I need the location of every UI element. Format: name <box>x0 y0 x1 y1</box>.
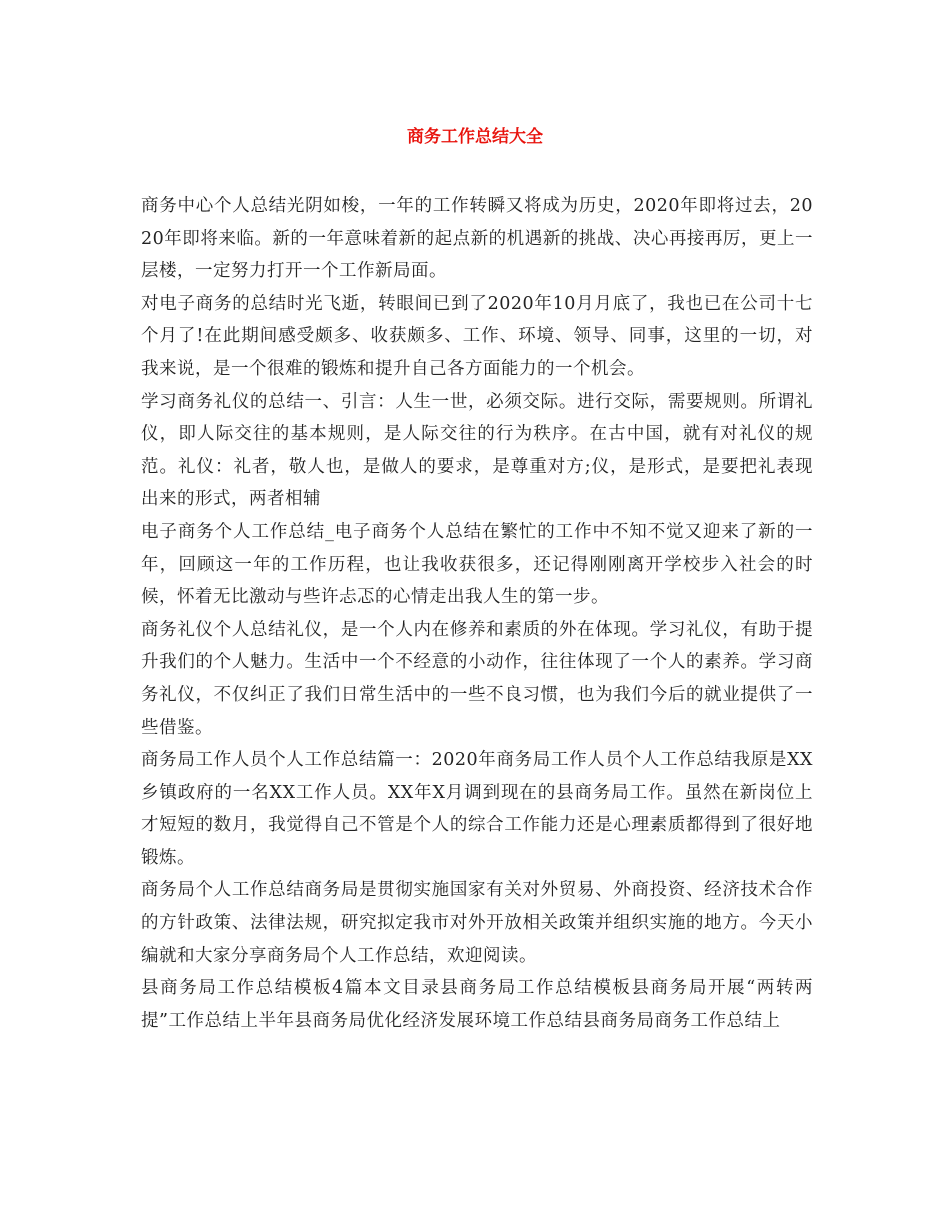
paragraph-bureau-staff: 商务局工作人员个人工作总结篇一：2020年商务局工作人员个人工作总结我原是XX乡镇政府的一名XX工作人员。XX年X月调到现在的县商务局工作。虽然在新岗位上才短短的数月，我觉得自己不管是个人的综合工作能力还是心理素质都得到了很好地锻炼。 <box>141 750 813 868</box>
document-body <box>141 190 813 1037</box>
document-title: 商务工作总结大全 <box>407 127 543 147</box>
paragraph-county-bureau-template: 县商务局工作总结模板4篇本文目录县商务局工作总结模板县商务局开展“两转两提”工作总结上半年县商务局优化经济发展环境工作总结县商务局商务工作总结上 <box>141 978 813 1031</box>
paragraph-bureau-personal: 商务局个人工作总结商务局是贯彻实施国家有关对外贸易、外商投资、经济技术合作的方针政策、法律法规，研究拟定我市对外开放相关政策并组织实施的地方。今天小编就和大家分享商务局个人工作总结，欢迎阅读。 <box>141 880 813 966</box>
paragraph-etiquette-study: 学习商务礼仪的总结一、引言：人生一世，必须交际。进行交际，需要规则。所谓礼仪，即人际交往的基本规则，是人际交往的行为秩序。在古中国，就有对礼仪的规范。礼仪：礼者，敬人也，是做人的要求，是尊重对方;仪，是形式，是要把礼表现出来的形式，两者相辅 <box>141 391 813 510</box>
paragraph-ecommerce-summary: 对电子商务的总结时光飞逝，转眼间已到了2020年10月月底了，我也已在公司十七个月了!在此期间感受颇多、收获颇多、工作、环境、领导、同事，这里的一切，对我来说，是一个很难的锻炼和提升自己各方面能力的一个机会。 <box>141 293 813 379</box>
paragraph-ecommerce-personal: 电子商务个人工作总结_电子商务个人总结在繁忙的工作中不知不觉又迎来了新的一年，回顾这一年的工作历程，也让我收获很多，还记得刚刚离开学校步入社会的时候，怀着无比激动与些许忐忑的心情走出我人生的第一步。 <box>141 521 813 608</box>
paragraph-business-center-summary: 商务中心个人总结光阴如梭，一年的工作转瞬又将成为历史，2020年即将过去，2020年即将来临。新的一年意味着新的起点新的机遇新的挑战、决心再接再厉，更上一层楼，一定努力打开一个工作新局面。 <box>141 196 813 282</box>
paragraph-etiquette-personal: 商务礼仪个人总结礼仪，是一个人内在修养和素质的外在体现。学习礼仪，有助于提升我们的个人魅力。生活中一个不经意的小动作，往往体现了一个人的素养。学习商务礼仪，不仅纠正了我们日常生活中的一些不良习惯，也为我们今后的就业提供了一些借鉴。 <box>141 619 813 738</box>
